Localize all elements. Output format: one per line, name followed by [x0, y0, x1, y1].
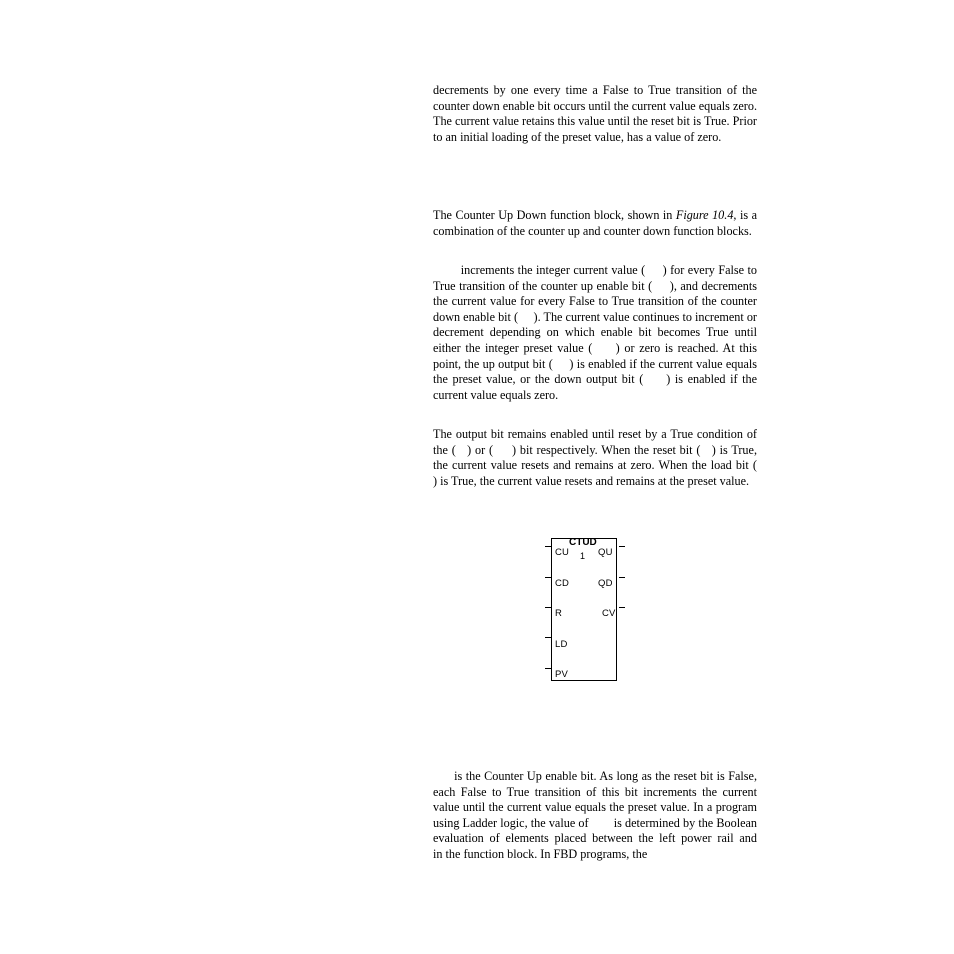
input-line-pv [545, 668, 551, 669]
input-pin-pv: PV [555, 669, 569, 680]
output-line-qd [619, 577, 625, 578]
input-line-ld [545, 637, 551, 638]
input-pin-ld: LD [555, 639, 568, 650]
paragraph-text [433, 208, 757, 239]
output-line-cv [619, 607, 625, 608]
paragraph-ctud-intro [433, 208, 757, 239]
paragraph-text: increments the integer current value ( ) for every False to True transition of the counter up enable bit ( ), and decrements the current value for every False to True transition of the counter down enable bit ( ). The current value continues to increment or decrement depending on which enable bit becomes True until either the integer preset value ( ) or zero is reached. At this point, the up output bit ( ) is enabled if the current value equals the preset value, or the down output bit ( ) is enabled if the current value equals zero. [433, 263, 761, 402]
text-span: , is a combination of the counter up and counter down function blocks. [433, 208, 757, 238]
paragraph-text: The output bit remains enabled until reset by a True condition of the ( ) or ( ) bit respectively. When the reset bit ( ) is True, the current value resets and remains at zero. When the load bit ( ) is True, the current value resets and remains at the preset value. [433, 427, 773, 488]
output-line-qu [619, 546, 625, 547]
text-span: The Counter Up Down function block, shown in [433, 208, 676, 222]
paragraph-output-reset [433, 427, 773, 489]
paragraph-ctd-description [433, 83, 757, 145]
input-line-cu [545, 546, 551, 547]
input-pin-cu: CU [555, 547, 570, 558]
input-pin-r: R [555, 608, 563, 619]
figure-reference: Figure 10.4 [675, 208, 734, 222]
input-line-cd [545, 577, 551, 578]
output-pin-qd: QD [598, 578, 613, 589]
input-pin-cd: CD [555, 578, 570, 589]
paragraph-cu-description [433, 769, 782, 863]
function-block-title: CTUD [569, 537, 597, 548]
ctud-function-block-diagram [549, 536, 621, 684]
output-pin-cv: CV [602, 608, 616, 619]
paragraph-text: is the Counter Up enable bit. As long as the reset bit is False, each False to True transition of this bit increments the current value until the current value equals the preset value. In a program using Ladder logic, the value of is determined by the Boolean evaluation of elements placed between the left power rail and in the function block. In FBD programs, the [433, 769, 782, 861]
paragraph-text: decrements by one every time a False to True transition of the counter down enable bit occurs until the current value equals zero. The current value retains this value until the reset bit is True. Prior to an initial loading of the preset value, has a value of zero. [433, 83, 757, 144]
paragraph-ctud-behavior [433, 263, 761, 403]
function-block-instance: 1 [580, 551, 586, 561]
input-line-r [545, 607, 551, 608]
output-pin-qu: QU [598, 547, 613, 558]
